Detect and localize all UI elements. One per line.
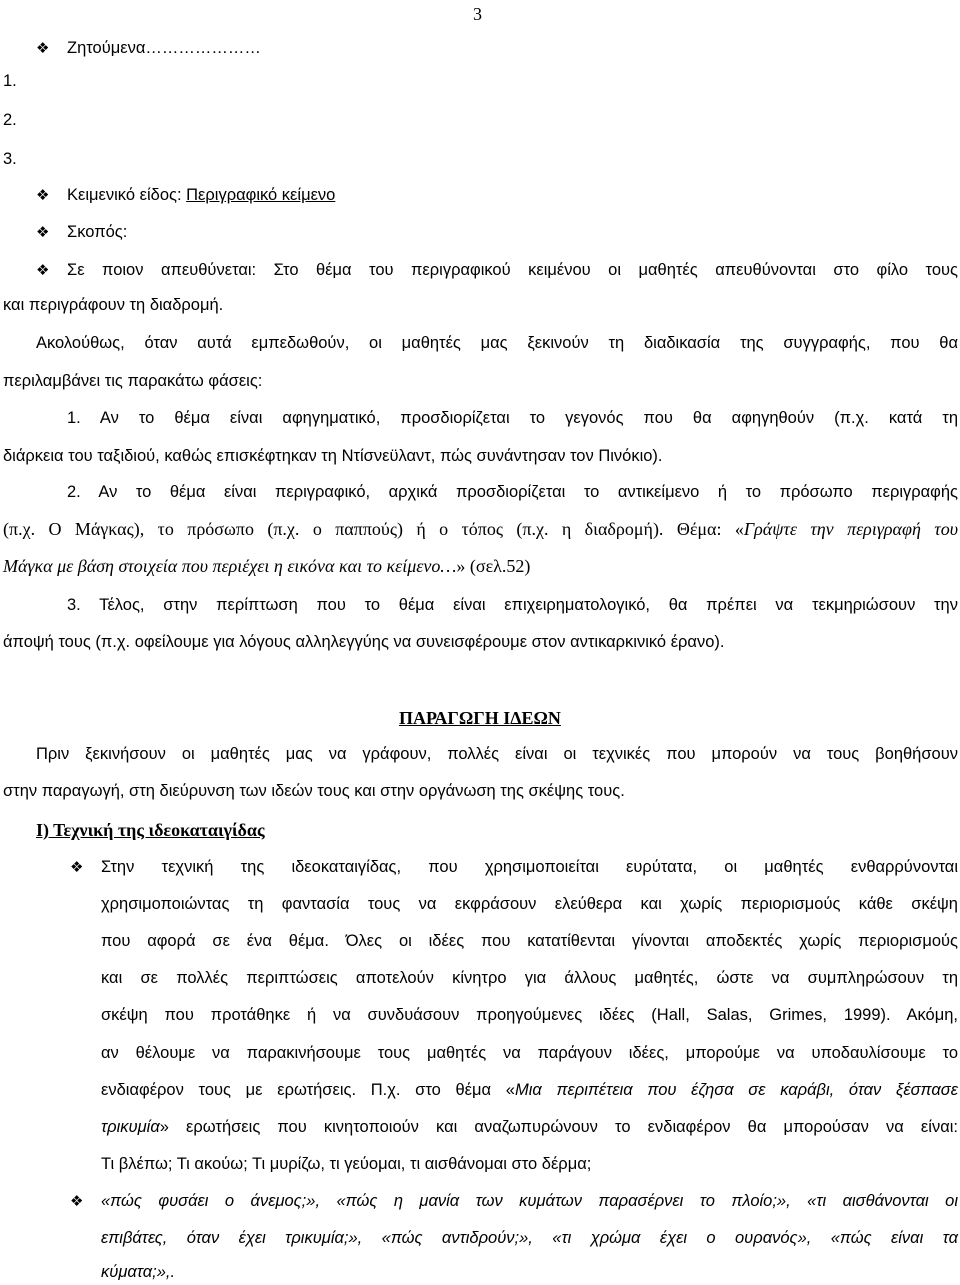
purpose-label: Σκοπός: [67,223,128,241]
phase-2-line-2: (π.χ. Ο Μάγκας), το πρόσωπο (π.χ. ο παππούς) ή ο τόπος (π.χ. η διαδρομή). Θέμα: «Γράψτε την περιγραφή του [3,519,958,539]
brainstorm-line-4: και σε πολλές περιπτώσεις αποτελούν κίνητρο για άλλους μαθητές, ώστε να συμπληρώσουν τη [101,969,958,987]
questions-line-1: «πώς φυσάει ο άνεμος;», «πώς η μανία των κυμάτων παρασέρνει το πλοίο;», «τι αισθάνονται οι [101,1192,958,1210]
brainstorm-line-2: χρησιμοποιώντας τη φαντασία τους να εκφράσουν ελεύθερα και χωρίς περιορισμούς κάθε σκέψη [101,895,958,913]
subheading: Ι) Τεχνική της ιδεοκαταιγίδας [36,820,265,840]
text-genre-line [67,184,335,206]
brainstorm-line-1: Στην τεχνική της ιδεοκαταιγίδας, που χρησιμοποιείται ευρύτατα, οι μαθητές ενθαρρύνονται [101,858,958,876]
phase-1-line-1: 1. Αν το θέμα είναι αφηγηματικό, προσδιορίζεται το γεγονός που θα αφηγηθούν (π.χ. κατά τη [67,409,958,427]
questions-line-2: επιβάτες, όταν έχει τρικυμία;», «πώς αντιδρούν;», «τι χρώμα έχει ο ουρανός», «πώς είναι τα [101,1229,958,1247]
bullet-diamond-icon: ❖ [36,223,50,241]
intro-line-1: Πριν ξεκινήσουν οι μαθητές μας να γράφουν, πολλές είναι οι τεχνικές που μπορούν να τους βοηθήσουν [36,745,958,763]
page-number: 3 [473,4,482,24]
bullet-diamond-icon: ❖ [70,1192,84,1210]
brainstorm-line-8: τρικυμία» ερωτήσεις που κινητοποιούν και αναζωπυρώνουν το ενδιαφέρον θα μπορούσαν να είναι: [101,1118,958,1136]
bullet-diamond-icon: ❖ [36,39,50,57]
intro-line-2: στην παραγωγή, στη διεύρυνση των ιδεών τους και στην οργάνωση της σκέψης τους. [3,782,625,800]
audience-line-2: και περιγράφουν τη διαδρομή. [3,296,224,314]
brainstorm-line-7: ενδιαφέρον τους με ερωτήσεις. Π.χ. στο θέμα «Μια περιπέτεια που έζησα σε καράβι, όταν ξέσπασε [101,1081,958,1099]
phase-3-line-1: 3. Τέλος, στην περίπτωση που το θέμα είναι επιχειρηματολογικό, θα πρέπει να τεκμηριώσουν την [67,596,958,614]
phase-2-line-1: 2. Αν το θέμα είναι περιγραφικό, αρχικά προσδιορίζεται το αντικείμενο ή το πρόσωπο περιγραφής [67,483,958,501]
numbered-item-3: 3. [3,150,17,168]
numbered-item-1: 1. [3,72,17,90]
bullet-diamond-icon: ❖ [70,858,84,876]
brainstorm-line-5: σκέψη που προτάθηκε ή να συνδυάσουν προηγούμενες ιδέες (Hall, Salas, Grimes, 1999). Ακόμη, [101,1006,958,1024]
phase-1-line-2: διάρκεια του ταξιδιού, καθώς επισκέφτηκαν τη Ντίσνεϋλαντ, πώς συνάντησαν τον Πινόκιο). [3,447,663,465]
phase-2-line-3: Μάγκα με βάση στοιχεία που περιέχει η εικόνα και το κείμενο…» (σελ.52) [3,556,531,576]
numbered-item-2: 2. [3,111,17,129]
text-genre-label: Κειμενικό είδος: [67,186,187,204]
audience-line-1: Σε ποιον απευθύνεται: Στο θέμα του περιγραφικού κειμένου οι μαθητές απευθύνονται στο φίλο τους [67,261,958,279]
text-genre-value: Περιγραφικό κείμενο [186,186,336,204]
questions-line-3: κύματα;»,. [101,1263,176,1281]
section-heading: ΠΑΡΑΓΩΓΗ ΙΔΕΩΝ [399,708,561,728]
zitoumena-label: Ζητούμενα………………… [67,39,261,57]
sequence-intro-line-1: Ακολούθως, όταν αυτά εμπεδωθούν, οι μαθητές μας ξεκινούν τη διαδικασία της συγγραφής, που θα [36,334,958,352]
bullet-diamond-icon: ❖ [36,261,50,279]
phase-3-line-2: άποψή τους (π.χ. οφείλουμε για λόγους αλληλεγγύης να συνεισφέρουμε στον αντικαρκινικό έρανο). [3,633,725,651]
brainstorm-line-3: που αφορά σε ένα θέμα. Όλες οι ιδέες που κατατίθενται γίνονται αποδεκτές χωρίς περιορισμούς [101,932,958,950]
brainstorm-line-6: αν θέλουμε να παρακινήσουμε τους μαθητές να παράγουν ιδέες, μπορούμε να υποδαυλίσουμε το [101,1044,958,1062]
sequence-intro-line-2: περιλαμβάνει τις παρακάτω φάσεις: [3,372,263,390]
brainstorm-line-9: Τι βλέπω; Τι ακούω; Τι μυρίζω, τι γεύομαι, τι αισθάνομαι στο δέρμα; [101,1155,592,1173]
bullet-diamond-icon: ❖ [36,186,50,204]
